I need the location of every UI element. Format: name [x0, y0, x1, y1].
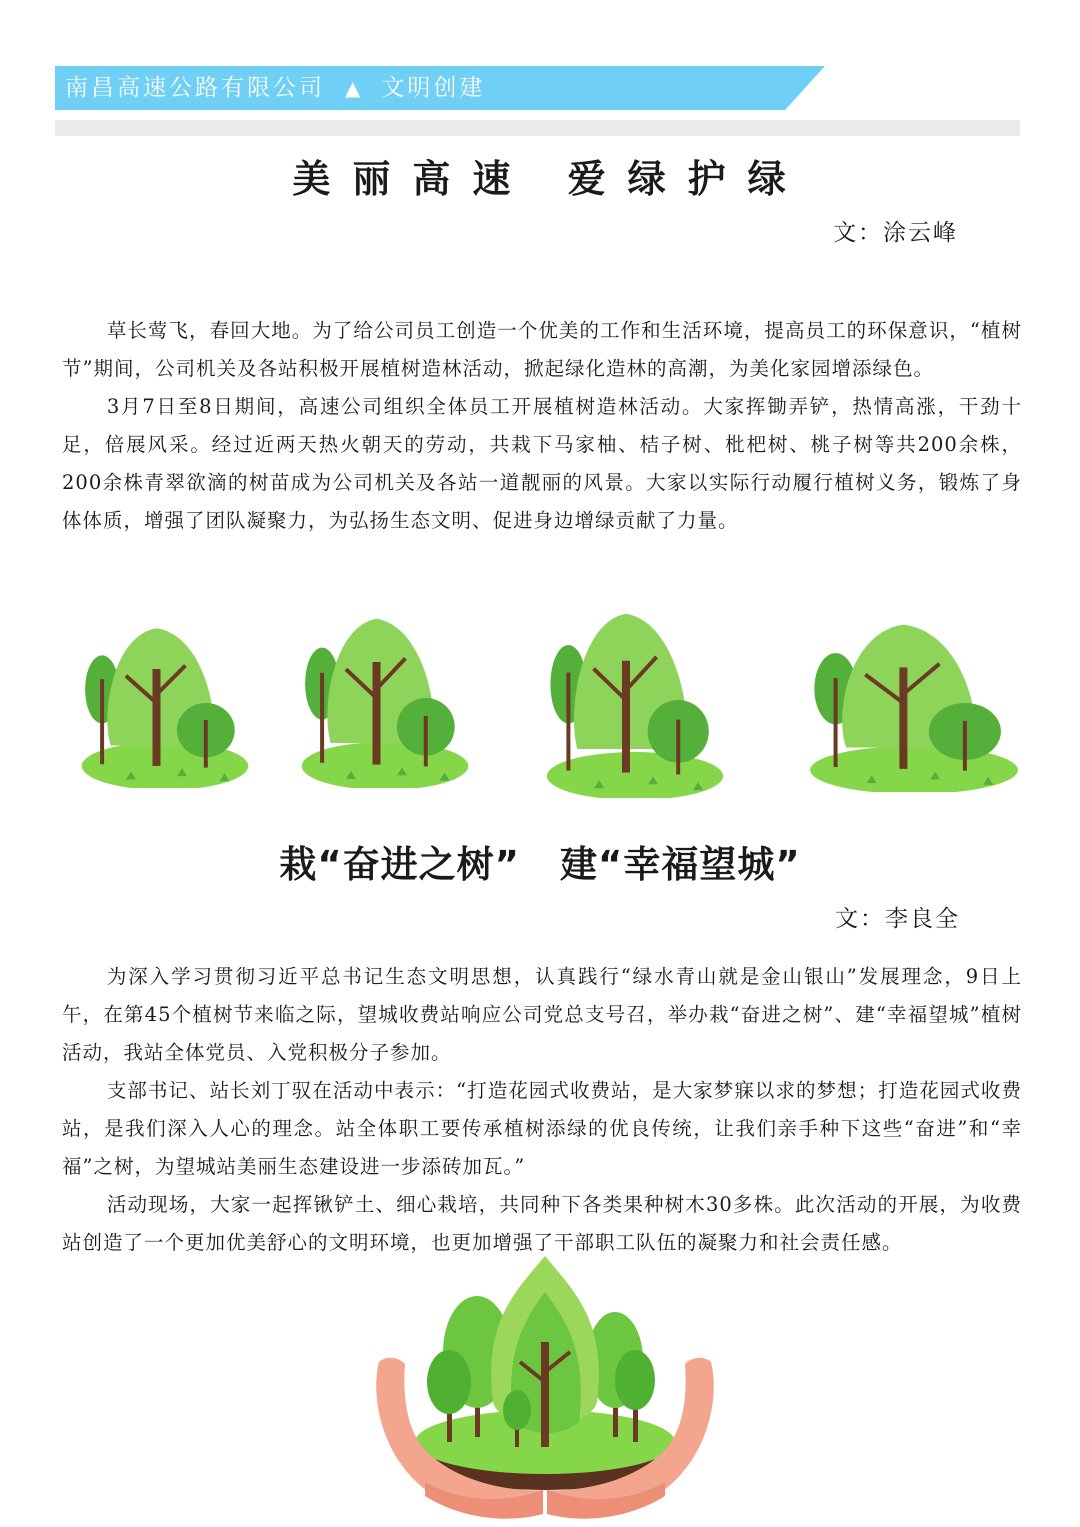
article2-title-part1: 栽“奋进之树” — [279, 843, 520, 886]
hands-holding-trees-icon — [365, 1252, 725, 1527]
article1-paragraph: 草长莺飞，春回大地。为了给公司员工创造一个优美的工作和生活环境，提高员工的环保意识，“植树节”期间，公司机关及各站积极开展植树造林活动，掀起绿化造林的高潮，为美化家园增添绿色。 — [62, 319, 1022, 380]
article1-paragraph: 3月7日至8日期间，高速公司组织全体员工开展植树造林活动。大家挥锄弄铲，热情高涨，干劲十足，倍展风采。经过近两天热火朝天的劳动，共栽下马家柚、桔子树、枇杷树、桃子树等共200余株，200余株青翠欲滴的树苗成为公司机关及各站一道靓丽的风景。大家以实际行动履行植树义务，锻炼了身体体质，增强了团队凝聚力，为弘扬生态文明、促进身边增绿贡献了力量。 — [62, 395, 1022, 532]
header-text — [65, 72, 485, 104]
tree-cluster-icon — [545, 602, 725, 798]
article2-paragraph: 为深入学习贯彻习近平总书记生态文明思想，认真践行“绿水青山就是金山银山”发展理念，9日上午，在第45个植树节来临之际，望城收费站响应公司党总支号召，举办栽“奋进之树”、建“幸福望城”植树活动，我站全体党员、入党积极分子参加。 — [62, 965, 1022, 1064]
header-section: 文明创建 — [381, 75, 486, 101]
article2-paragraph: 支部书记、站长刘丁驭在活动中表示：“打造花园式收费站，是大家梦寐以求的梦想；打造花园式收费站，是我们深入人心的理念。站全体职工要传承植树添绿的优良传统，让我们亲手种下这些“奋进”和“幸福”之树，为望城站美丽生态建设进一步添砖加瓦。” — [62, 1079, 1022, 1178]
article2-title — [0, 834, 1080, 888]
article2-body — [62, 958, 1022, 1262]
header-band — [55, 66, 825, 110]
article2-byline: 文：李良全 — [835, 906, 960, 932]
article1-byline: 文：涂云峰 — [833, 220, 958, 246]
article2-title-part2: 建“幸福望城” — [560, 843, 801, 886]
tree-cluster-icon — [80, 618, 250, 788]
article2-paragraph: 活动现场，大家一起挥锹铲土、细心栽培，共同种下各类果种树木30多株。此次活动的开展，为收费站创造了一个更加优美舒心的文明环境，也更加增强了干部职工队伍的凝聚力和社会责任感。 — [62, 1193, 1022, 1254]
tree-illustration-row — [70, 596, 1020, 806]
triangle-icon: ▲ — [345, 76, 364, 100]
tree-cluster-icon — [808, 614, 1020, 792]
tree-cluster-icon — [300, 608, 470, 788]
article1-body — [62, 312, 1022, 540]
header-company: 南昌高速公路有限公司 — [65, 75, 325, 101]
header-divider — [55, 120, 1020, 136]
article1-title: 美丽高速 爱绿护绿 — [292, 157, 808, 201]
